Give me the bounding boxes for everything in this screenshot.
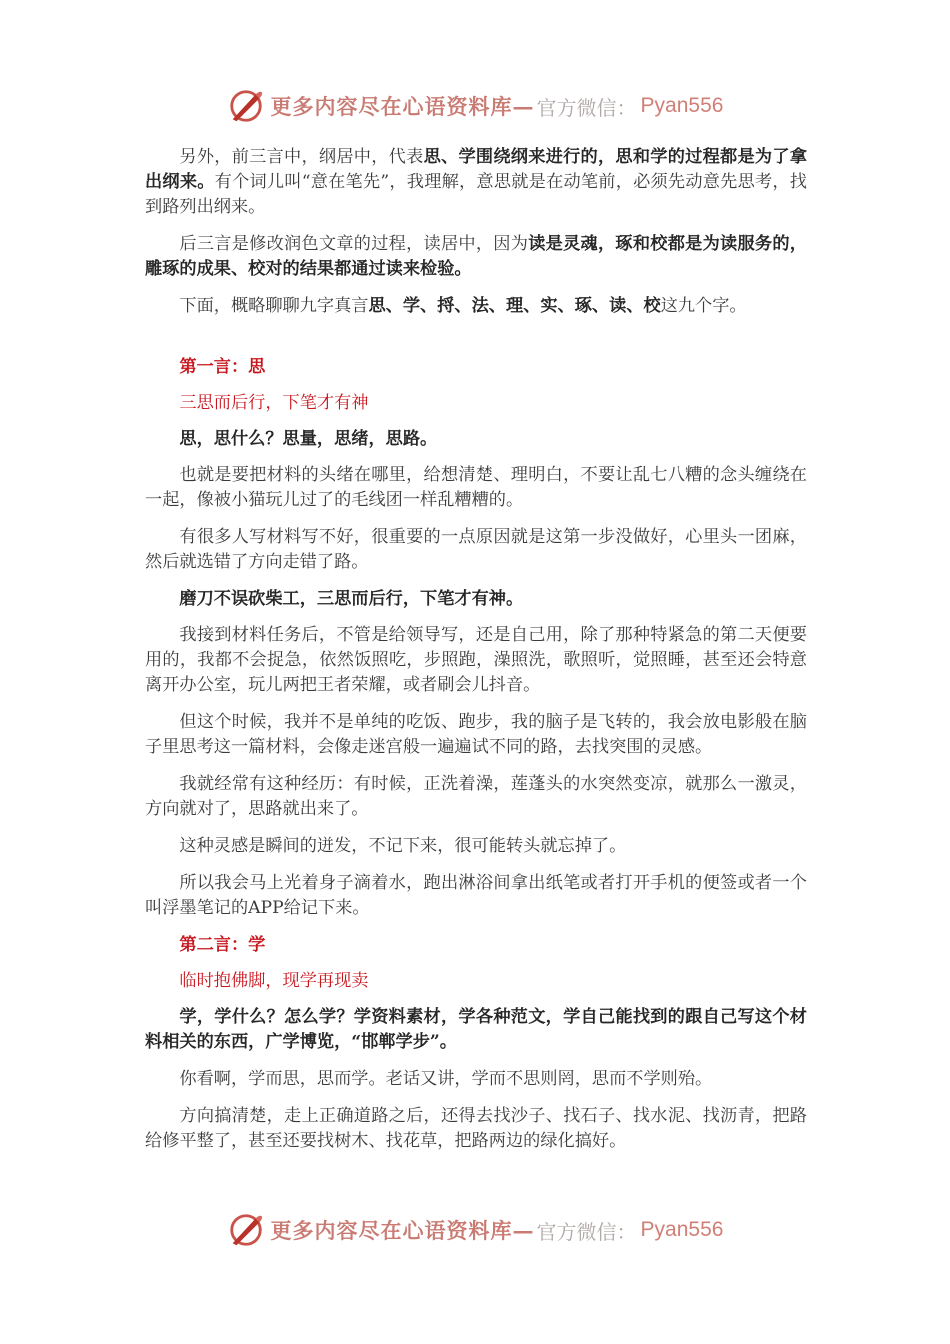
paragraph: 后三言是修改润色文章的过程，读居中，因为读是灵魂，琢和校都是为读服务的，雕琢的成果、校对的结果都通过读来检验。	[145, 234, 807, 279]
banner-dash: —	[512, 93, 535, 119]
banner-wechat-id: Pyan556	[640, 94, 724, 117]
section-subtitle: 临时抱佛脚，现学再现卖	[179, 971, 369, 991]
paragraph: 方向搞清楚，走上正确道路之后，还得去找沙子、找石子、找水泥、找沥青，把路给修平整了，甚至还要找树木、找花草，把路两边的绿化搞好。	[145, 1106, 807, 1151]
banner-dash: —	[512, 1217, 535, 1243]
paragraph: 另外，前三言中，纲居中，代表思、学围绕纲来进行的，思和学的过程都是为了拿出纲来。有个词儿叫“意在笔先”，我理解，意思就是在动笔前，必须先动意先思考，找到路列出纲来。	[145, 147, 807, 217]
paragraph: 磨刀不误砍柴工，三思而后行，下笔才有神。	[179, 589, 524, 609]
paragraph: 你看啊，学而思，思而学。老话又讲，学而不思则罔，思而不学则殆。	[179, 1069, 713, 1089]
paragraph: 我接到材料任务后，不管是给领导写，还是自己用，除了那种特紧急的第二天便要用的，我都不会捉急，依然饭照吃，步照跑，澡照洗，歌照听，觉照睡，甚至还会特意离开办公室，玩儿两把王者荣耀，或者刷会儿抖音。	[145, 625, 807, 695]
paragraph: 思，思什么？思量，思绪，思路。	[179, 429, 438, 449]
quill-pen-logo-icon	[227, 1211, 265, 1249]
banner-wechat-label: 官方微信：	[536, 95, 637, 120]
paragraph: 我就经常有这种经历：有时候，正洗着澡，莲蓬头的水突然变凉，就那么一激灵，方向就对了，思路就出来了。	[145, 774, 807, 819]
banner-site-text: 更多内容尽在心语资料库	[270, 1218, 513, 1243]
paragraph: 也就是要把材料的头绪在哪里，给想清楚、理明白，不要让乱七八糟的念头缠绕在一起，像被小猫玩儿过了的毛线团一样乱糟糟的。	[145, 465, 807, 510]
paragraph: 所以我会马上光着身子滴着水，跑出淋浴间拿出纸笔或者打开手机的便签或者一个叫浮墨笔记的APP给记下来。	[145, 873, 807, 918]
quill-pen-logo-icon	[227, 87, 265, 125]
paragraph: 下面，概略聊聊九字真言思、学、捋、法、理、实、琢、读、校这九个字。	[179, 296, 747, 316]
footer-banner	[0, 1210, 950, 1250]
paragraph: 这种灵感是瞬间的迸发，不记下来，很可能转头就忘掉了。	[179, 836, 627, 856]
header-banner	[0, 86, 950, 126]
section-heading: 第二言：学	[179, 935, 266, 955]
section-heading: 第一言：思	[179, 357, 266, 377]
paragraph: 有很多人写材料写不好，很重要的一点原因就是这第一步没做好，心里头一团麻，然后就选错了方向走错了路。	[145, 527, 807, 572]
banner-site-text: 更多内容尽在心语资料库	[270, 94, 513, 119]
section-subtitle: 三思而后行，下笔才有神	[179, 393, 369, 413]
document-body	[145, 145, 807, 1166]
banner-wechat-label: 官方微信：	[536, 1219, 637, 1244]
banner-wechat-id: Pyan556	[640, 1218, 724, 1241]
paragraph: 学，学什么？怎么学？学资料素材，学各种范文，学自己能找到的跟自己写这个材料相关的东西，广学博览，“邯郸学步”。	[145, 1007, 807, 1052]
paragraph: 但这个时候，我并不是单纯的吃饭、跑步，我的脑子是飞转的，我会放电影般在脑子里思考这一篇材料，会像走迷宫般一遍遍试不同的路，去找突围的灵感。	[145, 712, 807, 757]
